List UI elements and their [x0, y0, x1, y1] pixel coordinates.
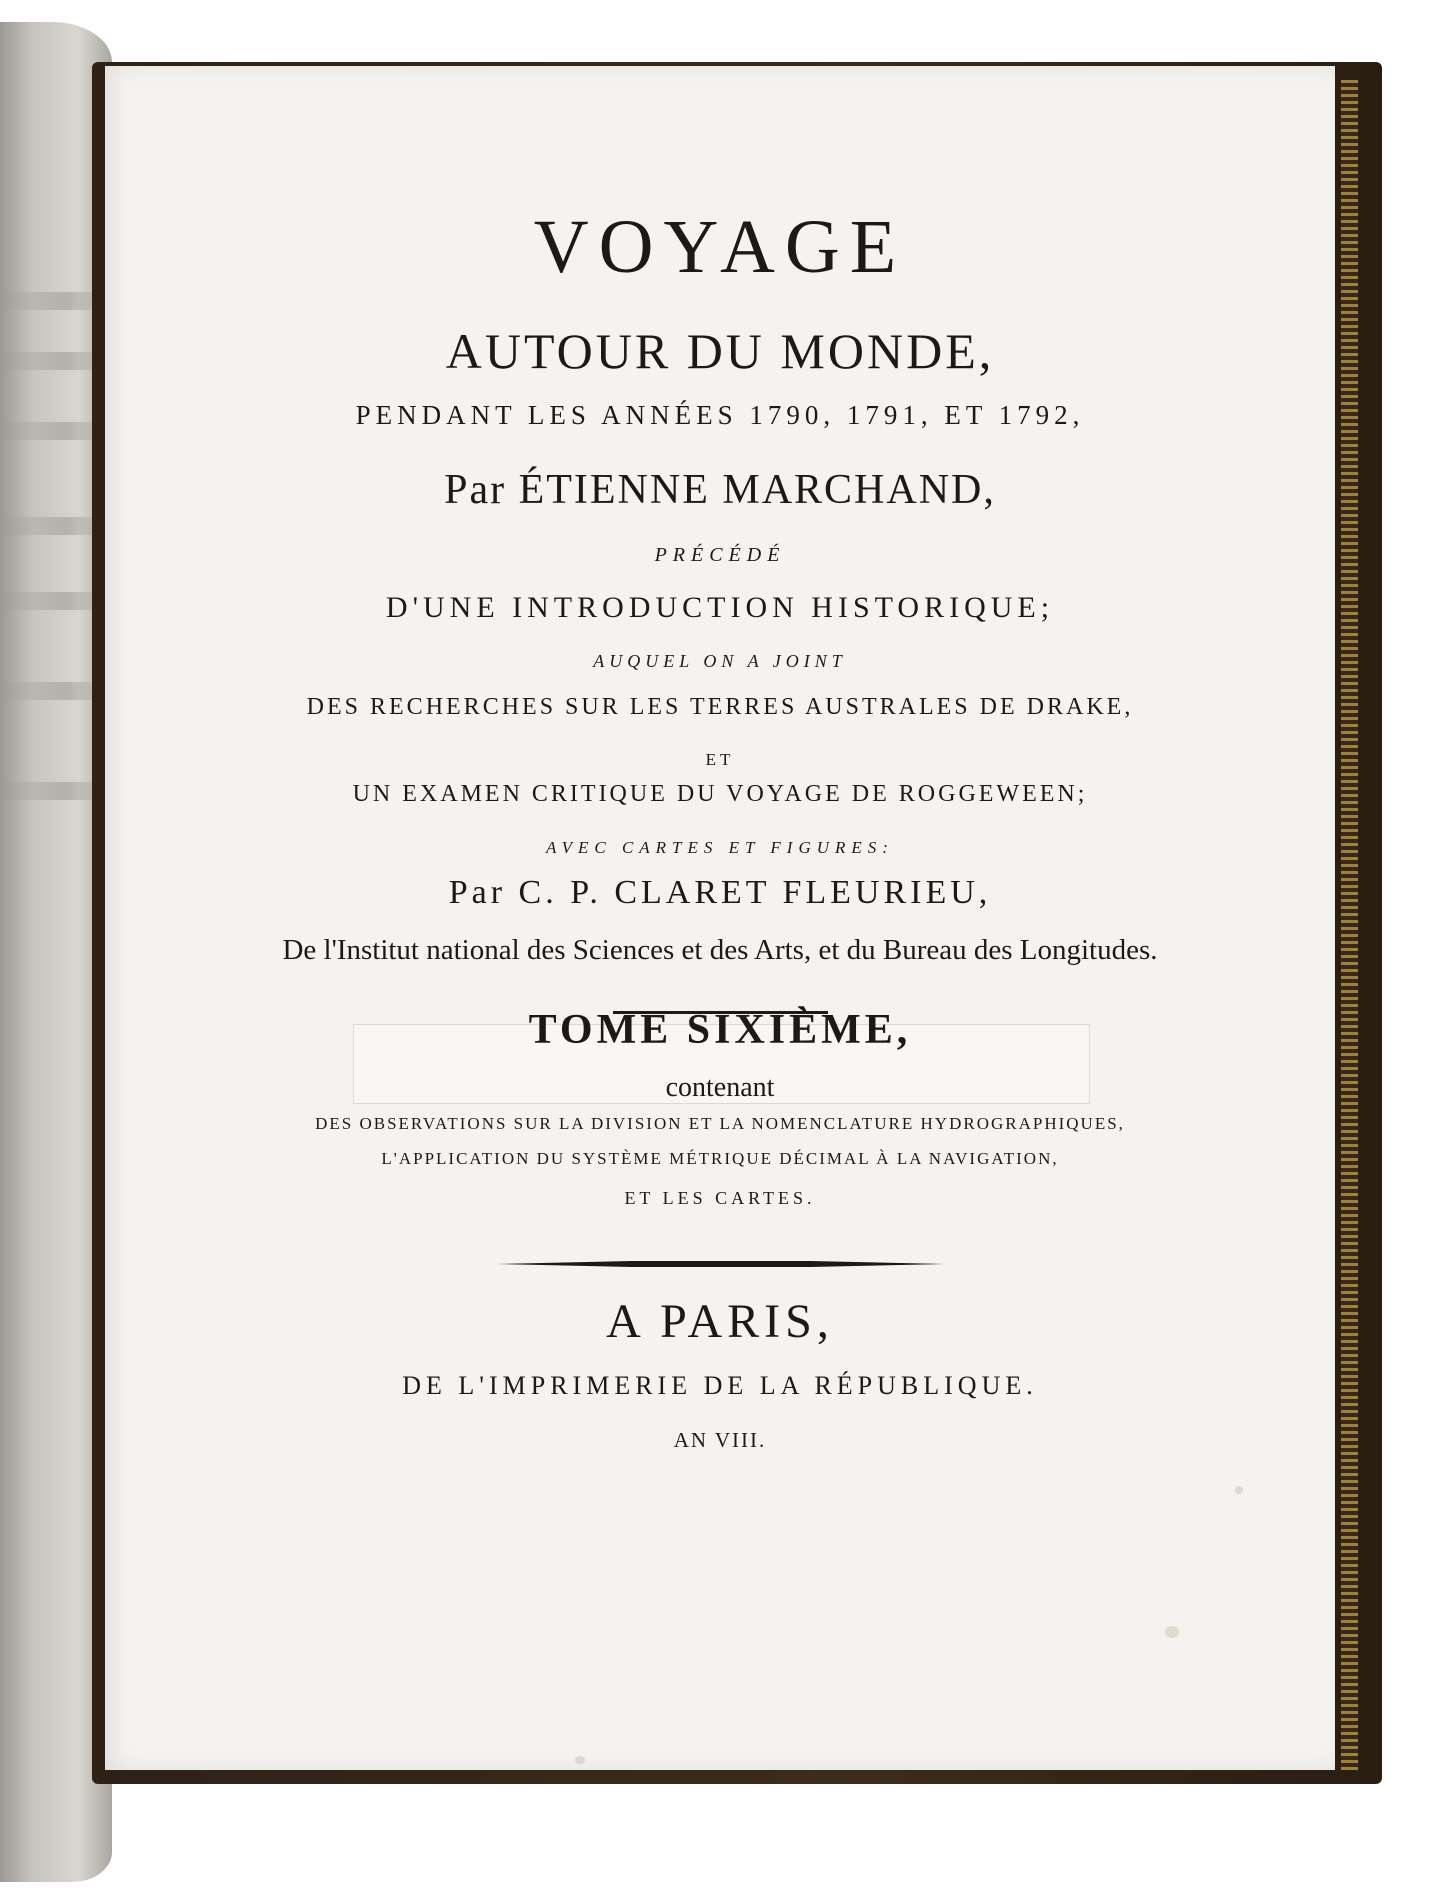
et-les-cartes-line: ET LES CARTES.	[624, 1188, 816, 1208]
editor-line: Par C. P. CLARET FLEURIEU,	[448, 874, 992, 911]
book-title: VOYAGE	[533, 205, 907, 289]
title-page-text	[105, 66, 1335, 1770]
preceded-label: PRÉCÉDÉ	[654, 544, 786, 566]
gilt-border	[1341, 80, 1358, 1770]
introduction-line: D'UNE INTRODUCTION HISTORIQUE;	[385, 591, 1055, 624]
contenant-line: contenant	[665, 1072, 775, 1103]
imprint-year: AN VIII.	[673, 1428, 767, 1452]
institut-line: De l'Institut national des Sciences et des Arts, et du Bureau des Longitudes.	[282, 934, 1158, 966]
et-line: ET	[705, 750, 735, 769]
author-line: Par ÉTIENNE MARCHAND,	[444, 467, 996, 513]
voyage-dates: PENDANT LES ANNÉES 1790, 1791, ET 1792,	[355, 400, 1085, 430]
imprint-printer: DE L'IMPRIMERIE DE LA RÉPUBLIQUE.	[402, 1371, 1038, 1400]
examen-line: UN EXAMEN CRITIQUE DU VOYAGE DE ROGGEWEEN;	[352, 781, 1088, 807]
observations-line-2: L'APPLICATION DU SYSTÈME MÉTRIQUE DÉCIMAL À LA NAVIGATION,	[381, 1149, 1059, 1168]
volume-label: TOME SIXIÈME,	[528, 1007, 912, 1053]
observations-line-1: DES OBSERVATIONS SUR LA DIVISION ET LA NOMENCLATURE HYDROGRAPHIQUES,	[315, 1114, 1125, 1133]
joint-label: AUQUEL ON A JOINT	[593, 651, 847, 671]
avec-cartes-line: AVEC CARTES ET FIGURES:	[546, 838, 894, 857]
title-page	[105, 66, 1335, 1770]
ornamental-rule	[497, 1261, 945, 1267]
book-subtitle: AUTOUR DU MONDE,	[445, 323, 995, 379]
recherches-line: DES RECHERCHES SUR LES TERRES AUSTRALES DE DRAKE,	[306, 694, 1134, 720]
imprint-place: A PARIS,	[606, 1295, 834, 1348]
